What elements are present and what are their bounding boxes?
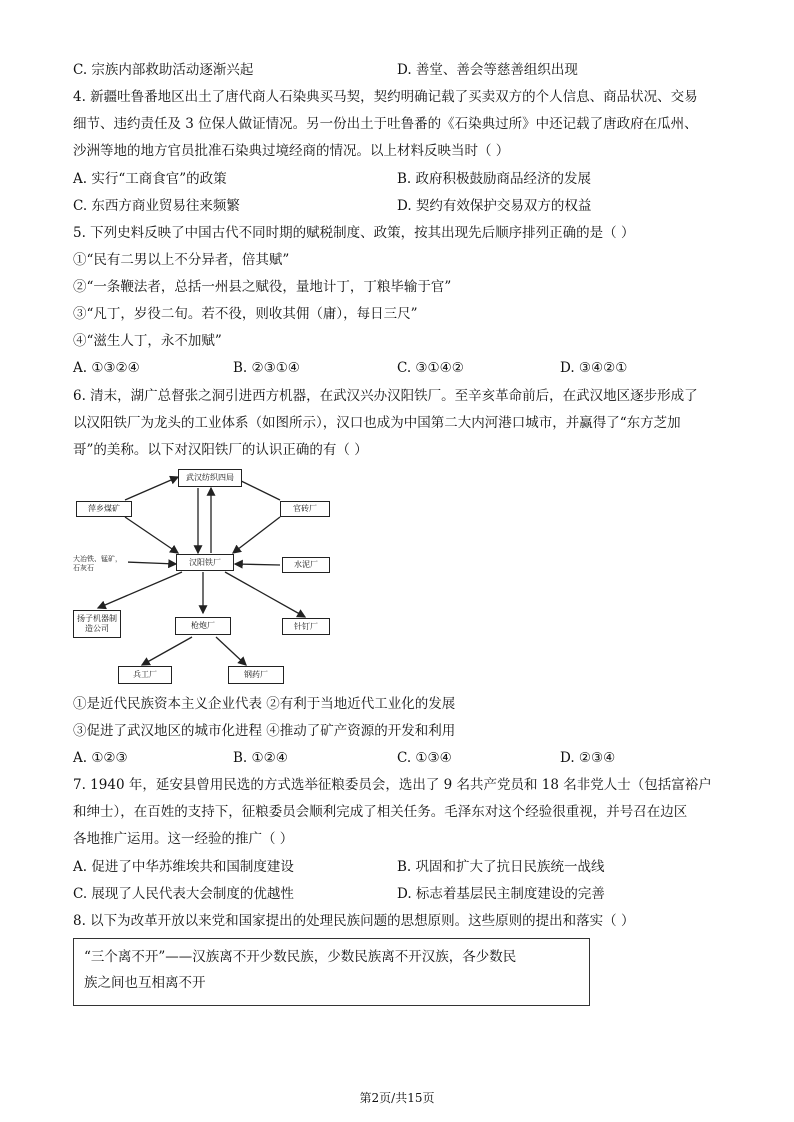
q5-item-2: ②“一条鞭法者，总括一州县之赋役，量地计丁，丁粮毕输于官” [73, 279, 452, 295]
node-pingxiang-coal: 萍乡煤矿 [76, 501, 132, 517]
q5-item-4: ④“滋生人丁，永不加赋” [73, 333, 222, 349]
q7-stem-line-2: 和绅士），在百姓的支持下，征粮委员会顺利完成了相关任务。毛泽东对这个经验很重视，并号召在边区 [73, 804, 688, 820]
node-wuhan-textile: 武汉纺织四局 [178, 469, 242, 487]
q4-option-d: D. 契约有效保护交易双方的权益 [397, 198, 592, 214]
q5-option-c: C. ③①④② [397, 360, 464, 376]
page-number: 第2页/共15页 [359, 1091, 435, 1105]
q6-option-a: A. ①②③ [73, 750, 128, 766]
q3-option-d: D. 善堂、善会等慈善组织出现 [397, 62, 578, 78]
q4-stem-line-3: 沙洲等地的地方官员批准石染典过境经商的情况。以上材料反映当时（ ） [73, 143, 510, 159]
q5-option-b: B. ②③①④ [233, 360, 300, 376]
q7-option-a: A. 促进了中华苏维埃共和国制度建设 [73, 859, 294, 875]
node-qiangpao: 枪炮厂 [175, 617, 231, 635]
q6-stem-line-3: 哥”的美称。以下对汉阳铁厂的认识正确的有（ ） [73, 442, 368, 458]
node-hanyang-iron: 汉阳铁厂 [176, 554, 234, 571]
q6-stem-line-1: 6. 清末，湖广总督张之洞引进西方机器，在武汉兴办汉阳铁厂。至辛亥革命前后，在武汉地区逐步形成了 [73, 388, 698, 404]
node-yangzi-machinery: 扬子机器制造公司 [73, 610, 121, 638]
q6-option-c: C. ①③④ [397, 750, 452, 766]
q7-option-b: B. 巩固和扩大了抗日民族统一战线 [397, 859, 605, 875]
node-guanzhuan: 官砖厂 [280, 501, 330, 517]
q4-option-a: A. 实行“工商食官”的政策 [73, 171, 227, 187]
q7-option-c: C. 展现了人民代表大会制度的优越性 [73, 886, 294, 902]
q7-option-d: D. 标志着基层民主制度建设的完善 [397, 886, 605, 902]
q6-option-b: B. ①②④ [233, 750, 288, 766]
q4-stem-line-1: 4. 新疆吐鲁番地区出土了唐代商人石染典买马契，契约明确记载了买卖双方的个人信息、商品状况、交易 [73, 89, 698, 105]
q5-item-3: ③“凡丁，岁役二旬。若不役，则收其佣（庸），每日三尺” [73, 306, 418, 322]
q5-option-a: A. ①③②④ [73, 360, 140, 376]
q7-stem-line-3: 各地推广运用。这一经验的推广（ ） [73, 831, 294, 847]
node-gangyao: 钢药厂 [228, 666, 284, 684]
q8-material-line-1: “三个离不开”——汉族离不开少数民族，少数民族离不开汉族，各少数民 [84, 949, 517, 965]
q4-stem-line-2: 细节、违约责任及 3 位保人做证情况。另一份出土于吐鲁番的《石染典过所》中还记载了唐政府在瓜州、 [73, 116, 698, 132]
q6-statements-line-1: ①是近代民族资本主义企业代表 ②有利于当地近代工业化的发展 [73, 696, 456, 712]
q7-stem-line-1: 7. 1940 年，延安县曾用民选的方式选举征粮委员会，选出了 9 名共产党员和 18 名非党人士（包括富裕户 [73, 777, 712, 793]
node-shuini: 水泥厂 [282, 557, 330, 573]
q8-material-box [73, 938, 590, 1006]
q8-material-line-2: 族之间也互相离不开 [84, 975, 206, 991]
node-binggong: 兵工厂 [118, 666, 172, 684]
q5-stem: 5. 下列史料反映了中国古代不同时期的赋税制度、政策，按其出现先后顺序排列正确的是（ ） [73, 225, 635, 241]
industrial-system-diagram [70, 465, 340, 690]
q4-option-b: B. 政府积极鼓励商品经济的发展 [397, 171, 592, 187]
q4-option-c: C. 东西方商业贸易往来频繁 [73, 198, 240, 214]
q6-statements-line-2: ③促进了武汉地区的城市化进程 ④推动了矿产资源的开发和利用 [73, 723, 456, 739]
q8-stem: 8. 以下为改革开放以来党和国家提出的处理民族问题的思想原则。这些原则的提出和落实（ ） [73, 913, 635, 929]
q6-stem-line-2: 以汉阳铁厂为龙头的工业体系（如图所示），汉口也成为中国第二大内河港口城市，并赢得了“东方芝加 [73, 415, 681, 431]
q5-option-d: D. ③④②① [560, 360, 628, 376]
q5-item-1: ①“民有二男以上不分异者，倍其赋” [73, 252, 290, 268]
q3-option-c: C. 宗族内部救助活动逐渐兴起 [73, 62, 254, 78]
q6-option-d: D. ②③④ [560, 750, 616, 766]
node-zhending: 针钉厂 [282, 618, 330, 635]
node-ores: 大冶铁、锰矿，石灰石 [72, 549, 128, 579]
